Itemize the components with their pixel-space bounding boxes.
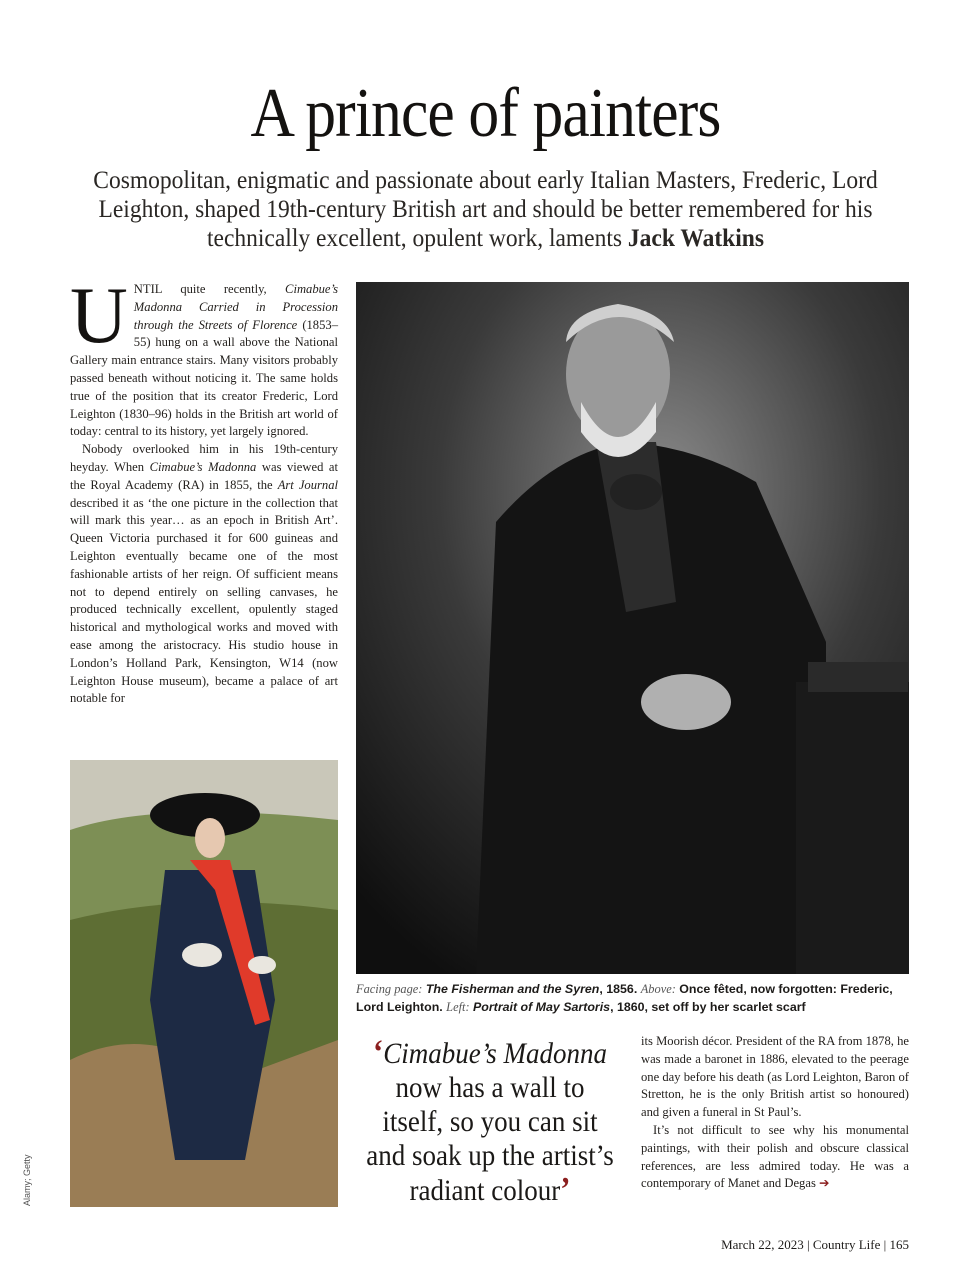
pull-quote: ‘Cimabue’s Madonna now has a wall to itself, so you can sit and soak up the artist’s radiant colour’ xyxy=(366,1034,614,1208)
body-column-left: UNTIL quite recently, Cimabue’s Madonna Carried in Procession through the Streets of Florence (1853–55) hung on a wall above the National Gallery main entrance stairs. Many visitors probably passed beneath without noticing it. The same holds true of the position that its creator Frederic, Lord Leighton (1830–96) holds in the British art world of today: central to its history, yet largely ignored. Nobody overlooked him in his 19th-century heyday. When Cimabue’s Madonna was viewed at the Royal Academy (RA) in 1855, the Art Journal described it as ‘the one picture in the collection that will mark this year… as an epoch in British Art’. Queen Victoria purchased it for 600 guineas and Leighton eventually became one of the most fashionable artists of her reign. Of sufficient means not to depend entirely on selling canvases, he produced technically excellent, opulently staged historical and mythological works and moved with ease among the aristocracy. His studio house in London’s Holland Park, Kensington, W14 (now Leighton House museum), became a palace of art notable for xyxy=(70,272,338,706)
photo-caption: Facing page: The Fisherman and the Syren, 1856. Above: Once fêted, now forgotten: Frederic, Lord Leighton. Left: Portrait of May Sartoris, 1860, set off by her scarlet scarf xyxy=(356,982,893,1014)
continue-arrow-icon: ➔ xyxy=(819,1176,830,1191)
quote-open-mark: ‘ xyxy=(373,1034,384,1071)
standfirst: Cosmopolitan, enigmatic and passionate about early Italian Masters, Frederic, Lord Leighton, shaped 19th-century British art and should be better remembered for his technically excellent, opulent work, laments Jack Watkins xyxy=(93,167,878,252)
drop-cap: U xyxy=(70,272,128,360)
painting-may-sartoris xyxy=(70,760,338,1207)
portrait-photo-leighton xyxy=(356,282,909,974)
body-column-right: its Moorish décor. President of the RA from 1878, he was made a baronet in 1886, elevated to the peerage one day before his death (as Lord Leighton, Baron of Stretton, he is the only British artist so honoured) and given a funeral in St Paul’s. It’s not difficult to see why his monumental paintings, with their polish and obscure classical references, are less admired today. He was a contemporary of Manet and Degas ➔ xyxy=(641,1034,909,1191)
page-folio: March 22, 2023 | Country Life | 165 xyxy=(721,1237,909,1252)
quote-close-mark: ’ xyxy=(560,1171,571,1208)
photo-credit: Alamy; Getty xyxy=(22,1154,32,1206)
headline: A prince of painters xyxy=(250,75,721,152)
byline: Jack Watkins xyxy=(627,225,764,252)
